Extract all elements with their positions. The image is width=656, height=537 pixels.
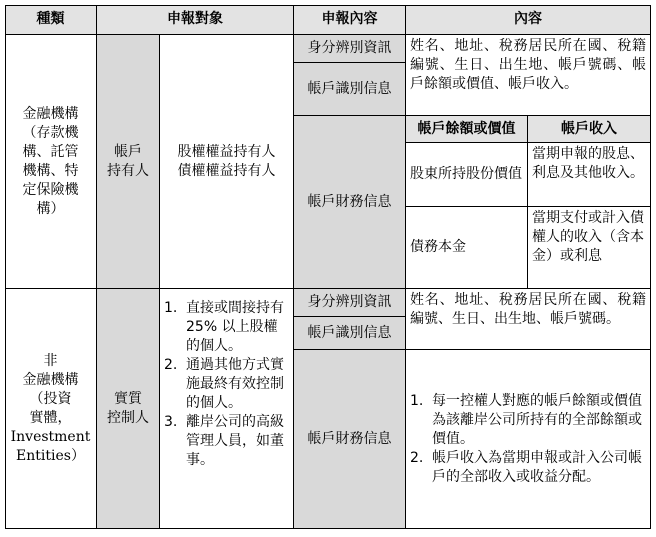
category-nfi-line-3: （投資	[29, 390, 72, 407]
identity-content-nfi: 姓名、地址、稅務居民所在國、稅籍編號、生日、出生地、帳戶號碼。	[406, 289, 651, 350]
category-financial-institution: 金融機構 （存款機 構、託管 機構、特 定保險機 構）	[5, 35, 97, 289]
identity-content: 姓名、地址、稅務居民所在國、稅籍編號、生日、出生地、帳戶號碼、帳戶餘額或價值、帳戶收入。	[406, 35, 651, 116]
label-identity-info-nfi: 身分辨別資訊	[294, 289, 406, 317]
header-subject: 申報對象	[97, 5, 294, 35]
list-item: 3. 離岸公司的高級管理人員，如董事。	[164, 414, 284, 468]
list-item: 2. 帳戶收入為當期申報或計入公司帳戶的全部收入或收益分配。	[410, 449, 642, 485]
reporting-table	[5, 5, 651, 529]
label-financial-info: 帳戶財務信息	[294, 116, 406, 289]
list-item: 2. 通過其他方式實施最終有效控制的個人。	[164, 357, 284, 411]
financial-content-nfi	[406, 350, 651, 529]
debt-balance: 債務本金	[406, 207, 528, 289]
label-account-id-info-nfi: 帳戶識別信息	[294, 317, 406, 350]
subject-type-account-holder: 帳戶 持有人	[97, 35, 160, 289]
equity-balance: 股東所持股份價值	[406, 143, 528, 207]
category-nfi-line-5: Investment	[10, 428, 91, 445]
category-nfi-line-2: 金融機構	[22, 371, 79, 388]
header-category: 種類	[5, 5, 97, 35]
debt-income: 當期支付或計入債權人的收入（含本金）或利息	[528, 207, 651, 289]
subject-list-controlling-persons	[160, 289, 294, 529]
subheader-income: 帳戶收入	[528, 116, 651, 143]
subject-type-controlling-person: 實質 控制人	[97, 289, 160, 529]
subject-detail-holders: 股權權益持有人 債權權益持有人	[160, 35, 294, 289]
label-identity-info: 身分辨別資訊	[294, 35, 406, 63]
label-financial-info-nfi: 帳戶財務信息	[294, 350, 406, 529]
subheader-balance: 帳戶餘額或價值	[406, 116, 528, 143]
header-content: 內容	[406, 5, 651, 35]
list-item: 1. 直接或間接持有 25% 以上股權的個人。	[164, 300, 284, 354]
category-nfi-line-1: 非	[43, 352, 58, 369]
equity-income: 當期申報的股息、利息及其他收入。	[528, 143, 651, 207]
label-account-id-info: 帳戶識別信息	[294, 63, 406, 116]
list-item: 1. 每一控權人對應的帳戶餘額或價值為該離岸公司所持有的全部餘額或價值。	[410, 392, 642, 447]
category-nfi-line-6: Entities）	[16, 447, 85, 464]
category-non-financial-institution	[5, 289, 97, 529]
header-report-items: 申報內容	[294, 5, 406, 35]
category-nfi-line-4: 實體，	[29, 409, 72, 426]
